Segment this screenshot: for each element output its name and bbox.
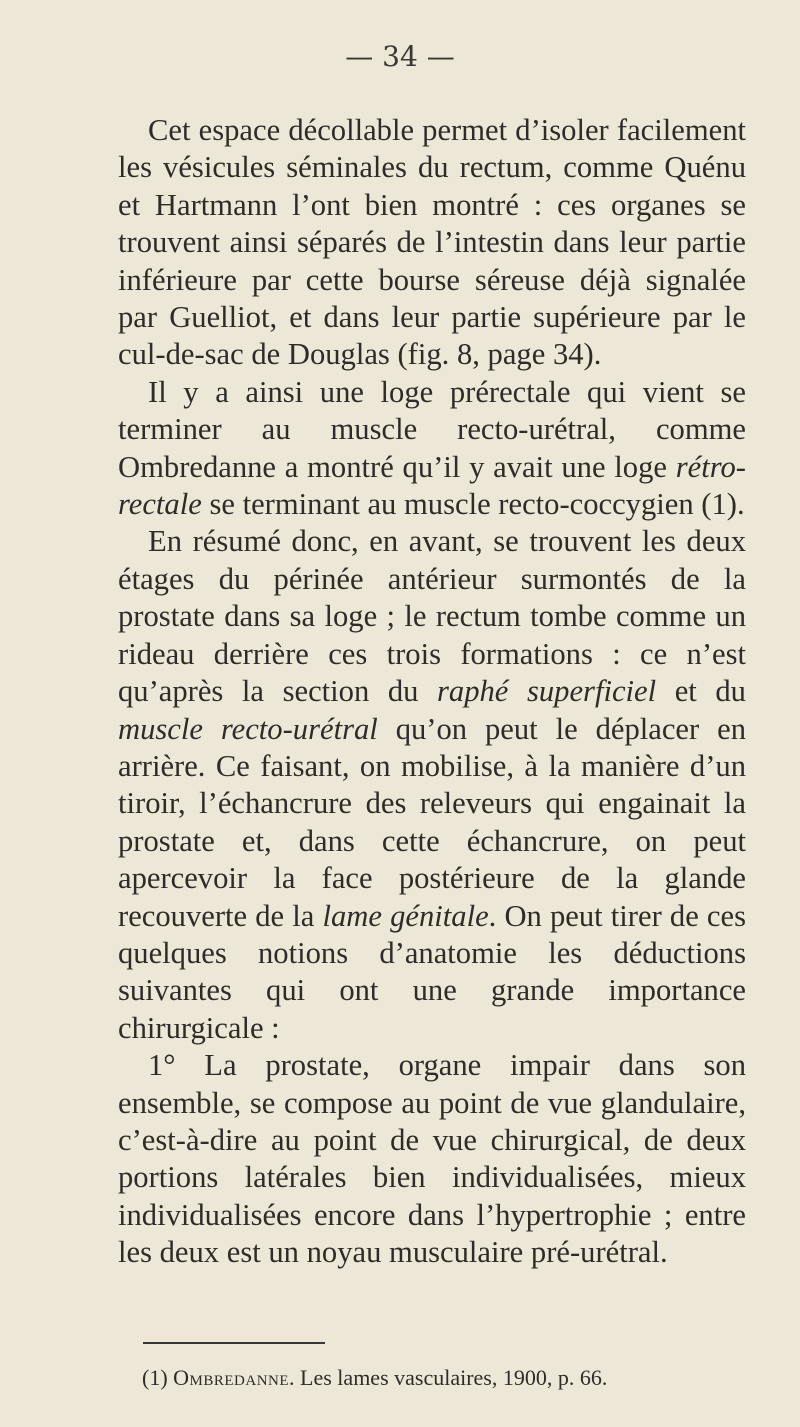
paragraph-4: 1° La prostate, organe impair dans son ensemble, se compose au point de vue glandulaire, c’est-à-dire au point de vue chirurgical, de deux portions latérales bien individualisées, mieux individualisées encore dans l’hypertrophie ; entre les deux est un noyau musculaire pré-urétral. — [118, 1048, 746, 1270]
footnote-text: . Les lames vasculaires, 1900, p. 66. — [289, 1365, 608, 1390]
paragraph-3-text-e: qu’on peut le déplacer en arrière. Ce faisant, on mobilise, à la manière d’un tiroir, l’échancrure des releveurs qui engainait la prostate et, dans cette échancrure, on peut apercevoir la face postérieure de la glande recouverte de la — [118, 711, 746, 933]
paragraph-1: Cet espace décollable permet d’isoler facilement les vésicules séminales du rectum, comme Quénu et Hartmann l’ont bien montré : ces organes se trouvent ainsi séparés de l’intestin dans leur partie inférieure par cette bourse séreuse déjà signalée par Guelliot, et dans leur partie supérieure par le cul-de-sac de Douglas (fig. 8, page 34). — [118, 113, 746, 372]
paragraph-3-text-a: En résumé donc, en avant, se trouvent les deux étages du périnée antérieur surmontés de la prostate dans sa loge ; le rectum tombe comme un rideau derrière ces trois formations : ce n’est qu’après la section du — [118, 524, 746, 709]
paragraph-2-text-c: se terminant au muscle recto-coccygien (1). — [201, 487, 745, 522]
page-number: — 34 — — [345, 40, 455, 73]
paragraph-2-text-a: Il y a ainsi une loge prérectale qui vient se terminer au muscle recto-urétral, comme Ombredanne a montré qu’il y avait une loge — [118, 374, 746, 484]
footnote-marker: (1) — [142, 1365, 174, 1390]
footnote-author: Ombredanne — [173, 1365, 290, 1390]
paragraph-3-text-c: et du — [656, 674, 746, 709]
italic-term-lame-genitale: lame génitale — [322, 898, 489, 933]
footnote — [142, 1364, 742, 1392]
italic-term-retro-rectale: rétro-rectale — [118, 449, 746, 522]
body-text — [118, 112, 746, 1272]
footnote-rule — [143, 1342, 325, 1344]
paragraph-2 — [118, 374, 746, 524]
italic-term-raphe-superficiel: raphé superficiel — [437, 674, 657, 709]
italic-term-muscle-recto-uretral: muscle recto-urétral — [118, 711, 378, 746]
paragraph-3 — [118, 523, 746, 1047]
paragraph-3-text-g: . On peut tirer de ces quelques notions d’anatomie les déductions suivantes qui ont une grande importance chirurgicale : — [118, 898, 746, 1045]
